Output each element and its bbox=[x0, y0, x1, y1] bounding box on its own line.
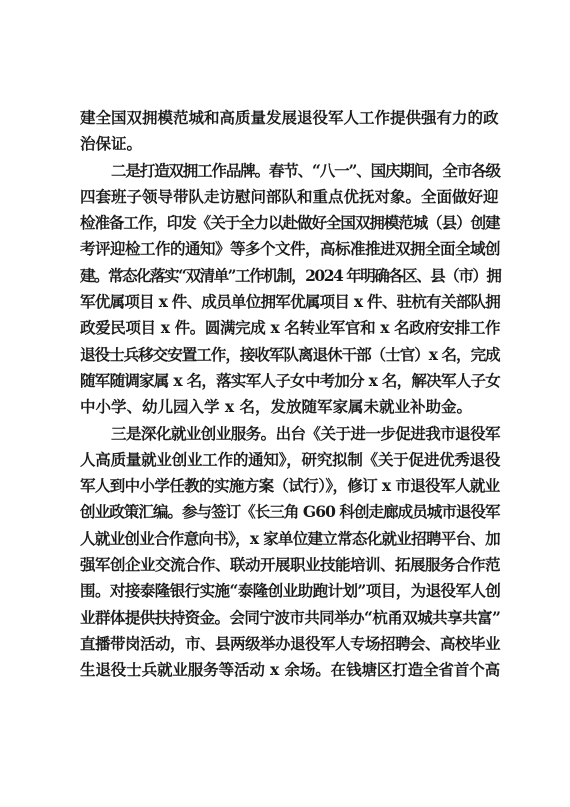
text-line: 创业政策汇编。参与签订《长三角 G60 科创走廊成员城市退役军 bbox=[80, 502, 500, 522]
text-line: 建全国双拥模范城和高质量发展退役军人工作提供强有力的政 bbox=[80, 108, 499, 127]
text-line: 退役士兵移交安置工作，接收军队离退休干部（士官）x 名，完成 bbox=[80, 344, 500, 364]
text-line: 军优属项目 x 件、成员单位拥军优属项目 x 件、驻杭有关部队拥 bbox=[80, 292, 501, 312]
text-line: 军人到中小学任教的实施方案（试行）》，修订 x 市退役军人就业 bbox=[80, 476, 500, 496]
text-line: 政爱民项目 x 件。圆满完成 x 名转业军官和 x 名政府安排工作 bbox=[80, 318, 501, 338]
text-line: 围。对接泰隆银行实施“泰隆创业助跑计划”项目，为退役军人创 bbox=[80, 581, 501, 601]
text-line: 人就业创业合作意向书》，x 家单位建立常态化就业招聘平台、加 bbox=[80, 528, 500, 548]
text-line: 人高质量就业创业工作的通知》，研究拟制《关于促进优秀退役 bbox=[80, 449, 501, 469]
text-line: 治保证。 bbox=[80, 134, 143, 154]
text-line: 直播带岗活动，市、县两级举办退役军人专场招聘会、高校毕业 bbox=[80, 633, 501, 653]
text-line: 考评迎检工作的通知》等多个文件，高标准推进双拥全面全域创 bbox=[80, 239, 501, 259]
text-line: 中小学、幼儿园入学 x 名，发放随军家属未就业补助金。 bbox=[80, 397, 473, 417]
paragraph-start-line: 三是深化就业创业服务。出台《关于进一步促进我市退役军 bbox=[111, 423, 501, 443]
text-line: 随军随调家属 x 名，落实军人子女中考加分 x 名，解决军人子女 bbox=[80, 370, 501, 390]
text-line: 四套班子领导带队走访慰问部队和重点优抚对象。全面做好迎 bbox=[80, 186, 499, 206]
text-line: 检准备工作，印发《关于全力以赴做好全国双拥模范城（县）创建 bbox=[80, 213, 500, 233]
paragraph-start-line: 二是打造双拥工作品牌。春节、“八一”、国庆期间，全市各级 bbox=[111, 160, 500, 180]
document-body bbox=[80, 105, 500, 684]
text-line: 业群体提供扶持资金。会同宁波市共同举办“杭甬双城共享共富” bbox=[80, 607, 501, 627]
text-line: 强军创企业交流合作、联动开展职业技能培训、拓展服务合作范 bbox=[80, 555, 501, 575]
text-line: 生退役士兵就业服务等活动 x 余场。在钱塘区打造全省首个高 bbox=[80, 660, 501, 680]
text-line: 建。常态化落实“双清单”工作机制，2024 年明确各区、县（市）拥 bbox=[80, 265, 501, 285]
